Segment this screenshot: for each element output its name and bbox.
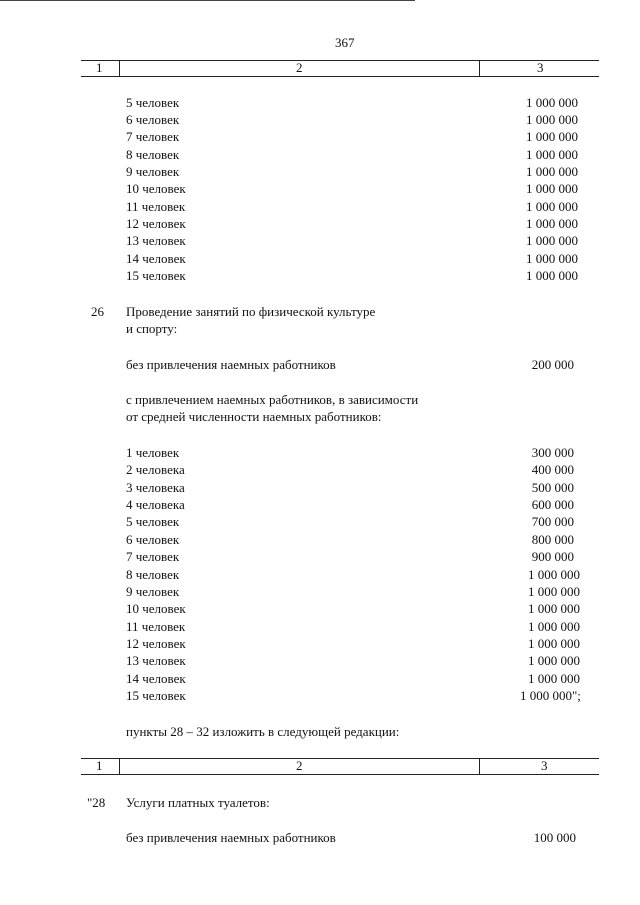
row-label: 8 человек	[126, 147, 180, 162]
table-header	[81, 758, 599, 775]
column-header-1: 1	[96, 758, 103, 773]
row-label: 11 человек	[126, 199, 186, 214]
no-hired-label: без привлечения наемных работников	[126, 357, 336, 372]
row-value: 500 000	[531, 480, 574, 495]
row-label: 5 человек	[126, 514, 180, 529]
column-header-2: 2	[296, 60, 303, 75]
table-header	[81, 60, 599, 77]
row-value: 1 000 000	[526, 164, 578, 179]
row-label: 10 человек	[126, 601, 186, 616]
instruction-text: пункты 28 – 32 изложить в следующей редакции:	[126, 724, 400, 739]
row-label: 1 человек	[126, 445, 180, 460]
row-label: 6 человек	[126, 112, 180, 127]
row-value: 1 000 000	[526, 216, 578, 231]
row-label: 10 человек	[126, 181, 186, 196]
row-label: 4 человека	[126, 497, 185, 512]
row-value: 1 000 000	[528, 619, 580, 634]
row-value: 600 000	[531, 497, 574, 512]
row-label: 5 человек	[126, 95, 180, 110]
row-label: 9 человек	[126, 584, 180, 599]
row-label: 13 человек	[126, 233, 186, 248]
row-label: 12 человек	[126, 216, 186, 231]
row-value: 800 000	[531, 532, 574, 547]
row-label: 3 человека	[126, 480, 185, 495]
item-number: 26	[91, 304, 104, 319]
row-value: 1 000 000	[528, 601, 580, 616]
row-label: 8 человек	[126, 567, 180, 582]
row-label: 15 человек	[126, 268, 186, 283]
item-title: Проведение занятий по физической культуре	[126, 304, 376, 319]
row-label: 14 человек	[126, 251, 186, 266]
item-title: и спорту:	[126, 321, 178, 336]
row-value: 700 000	[531, 514, 574, 529]
item-number: "28	[87, 795, 106, 810]
row-value: 1 000 000	[526, 129, 578, 144]
row-label: 6 человек	[126, 532, 180, 547]
column-divider	[479, 758, 480, 775]
top-rule	[0, 0, 415, 1]
with-hired-text: от средней численности наемных работников:	[126, 409, 382, 424]
row-value: 1 000 000	[526, 251, 578, 266]
row-value: 1 000 000	[528, 584, 580, 599]
column-header-2: 2	[296, 758, 303, 773]
page-number: 367	[335, 35, 355, 50]
row-value: 1 000 000	[528, 671, 580, 686]
row-label: 9 человек	[126, 164, 180, 179]
row-value: 1 000 000	[526, 95, 578, 110]
column-divider	[479, 60, 480, 77]
column-header-3: 3	[541, 758, 548, 773]
column-header-3: 3	[537, 60, 544, 75]
row-label: 12 человек	[126, 636, 186, 651]
row-label: 13 человек	[126, 653, 186, 668]
column-header-1: 1	[96, 60, 103, 75]
no-hired-value: 100 000	[533, 830, 576, 845]
row-value: 1 000 000	[526, 268, 578, 283]
row-value: 1 000 000	[526, 233, 578, 248]
row-value: 300 000	[531, 445, 574, 460]
row-label: 7 человек	[126, 549, 180, 564]
row-value: 1 000 000	[528, 567, 580, 582]
row-label: 15 человек	[126, 688, 186, 703]
row-label: 7 человек	[126, 129, 180, 144]
row-label: 2 человека	[126, 462, 185, 477]
row-value: 1 000 000	[528, 636, 580, 651]
row-value: 400 000	[531, 462, 574, 477]
column-divider	[119, 60, 120, 77]
no-hired-label: без привлечения наемных работников	[126, 830, 336, 845]
row-value: 1 000 000	[526, 181, 578, 196]
column-divider	[119, 758, 120, 775]
row-value: 1 000 000";	[520, 688, 581, 703]
row-label: 14 человек	[126, 671, 186, 686]
row-value: 1 000 000	[526, 112, 578, 127]
row-value: 1 000 000	[526, 147, 578, 162]
row-value: 900 000	[531, 549, 574, 564]
with-hired-text: с привлечением наемных работников, в зависимости	[126, 392, 419, 407]
item-title: Услуги платных туалетов:	[126, 795, 270, 810]
row-label: 11 человек	[126, 619, 186, 634]
row-value: 1 000 000	[526, 199, 578, 214]
row-value: 1 000 000	[528, 653, 580, 668]
no-hired-value: 200 000	[531, 357, 574, 372]
